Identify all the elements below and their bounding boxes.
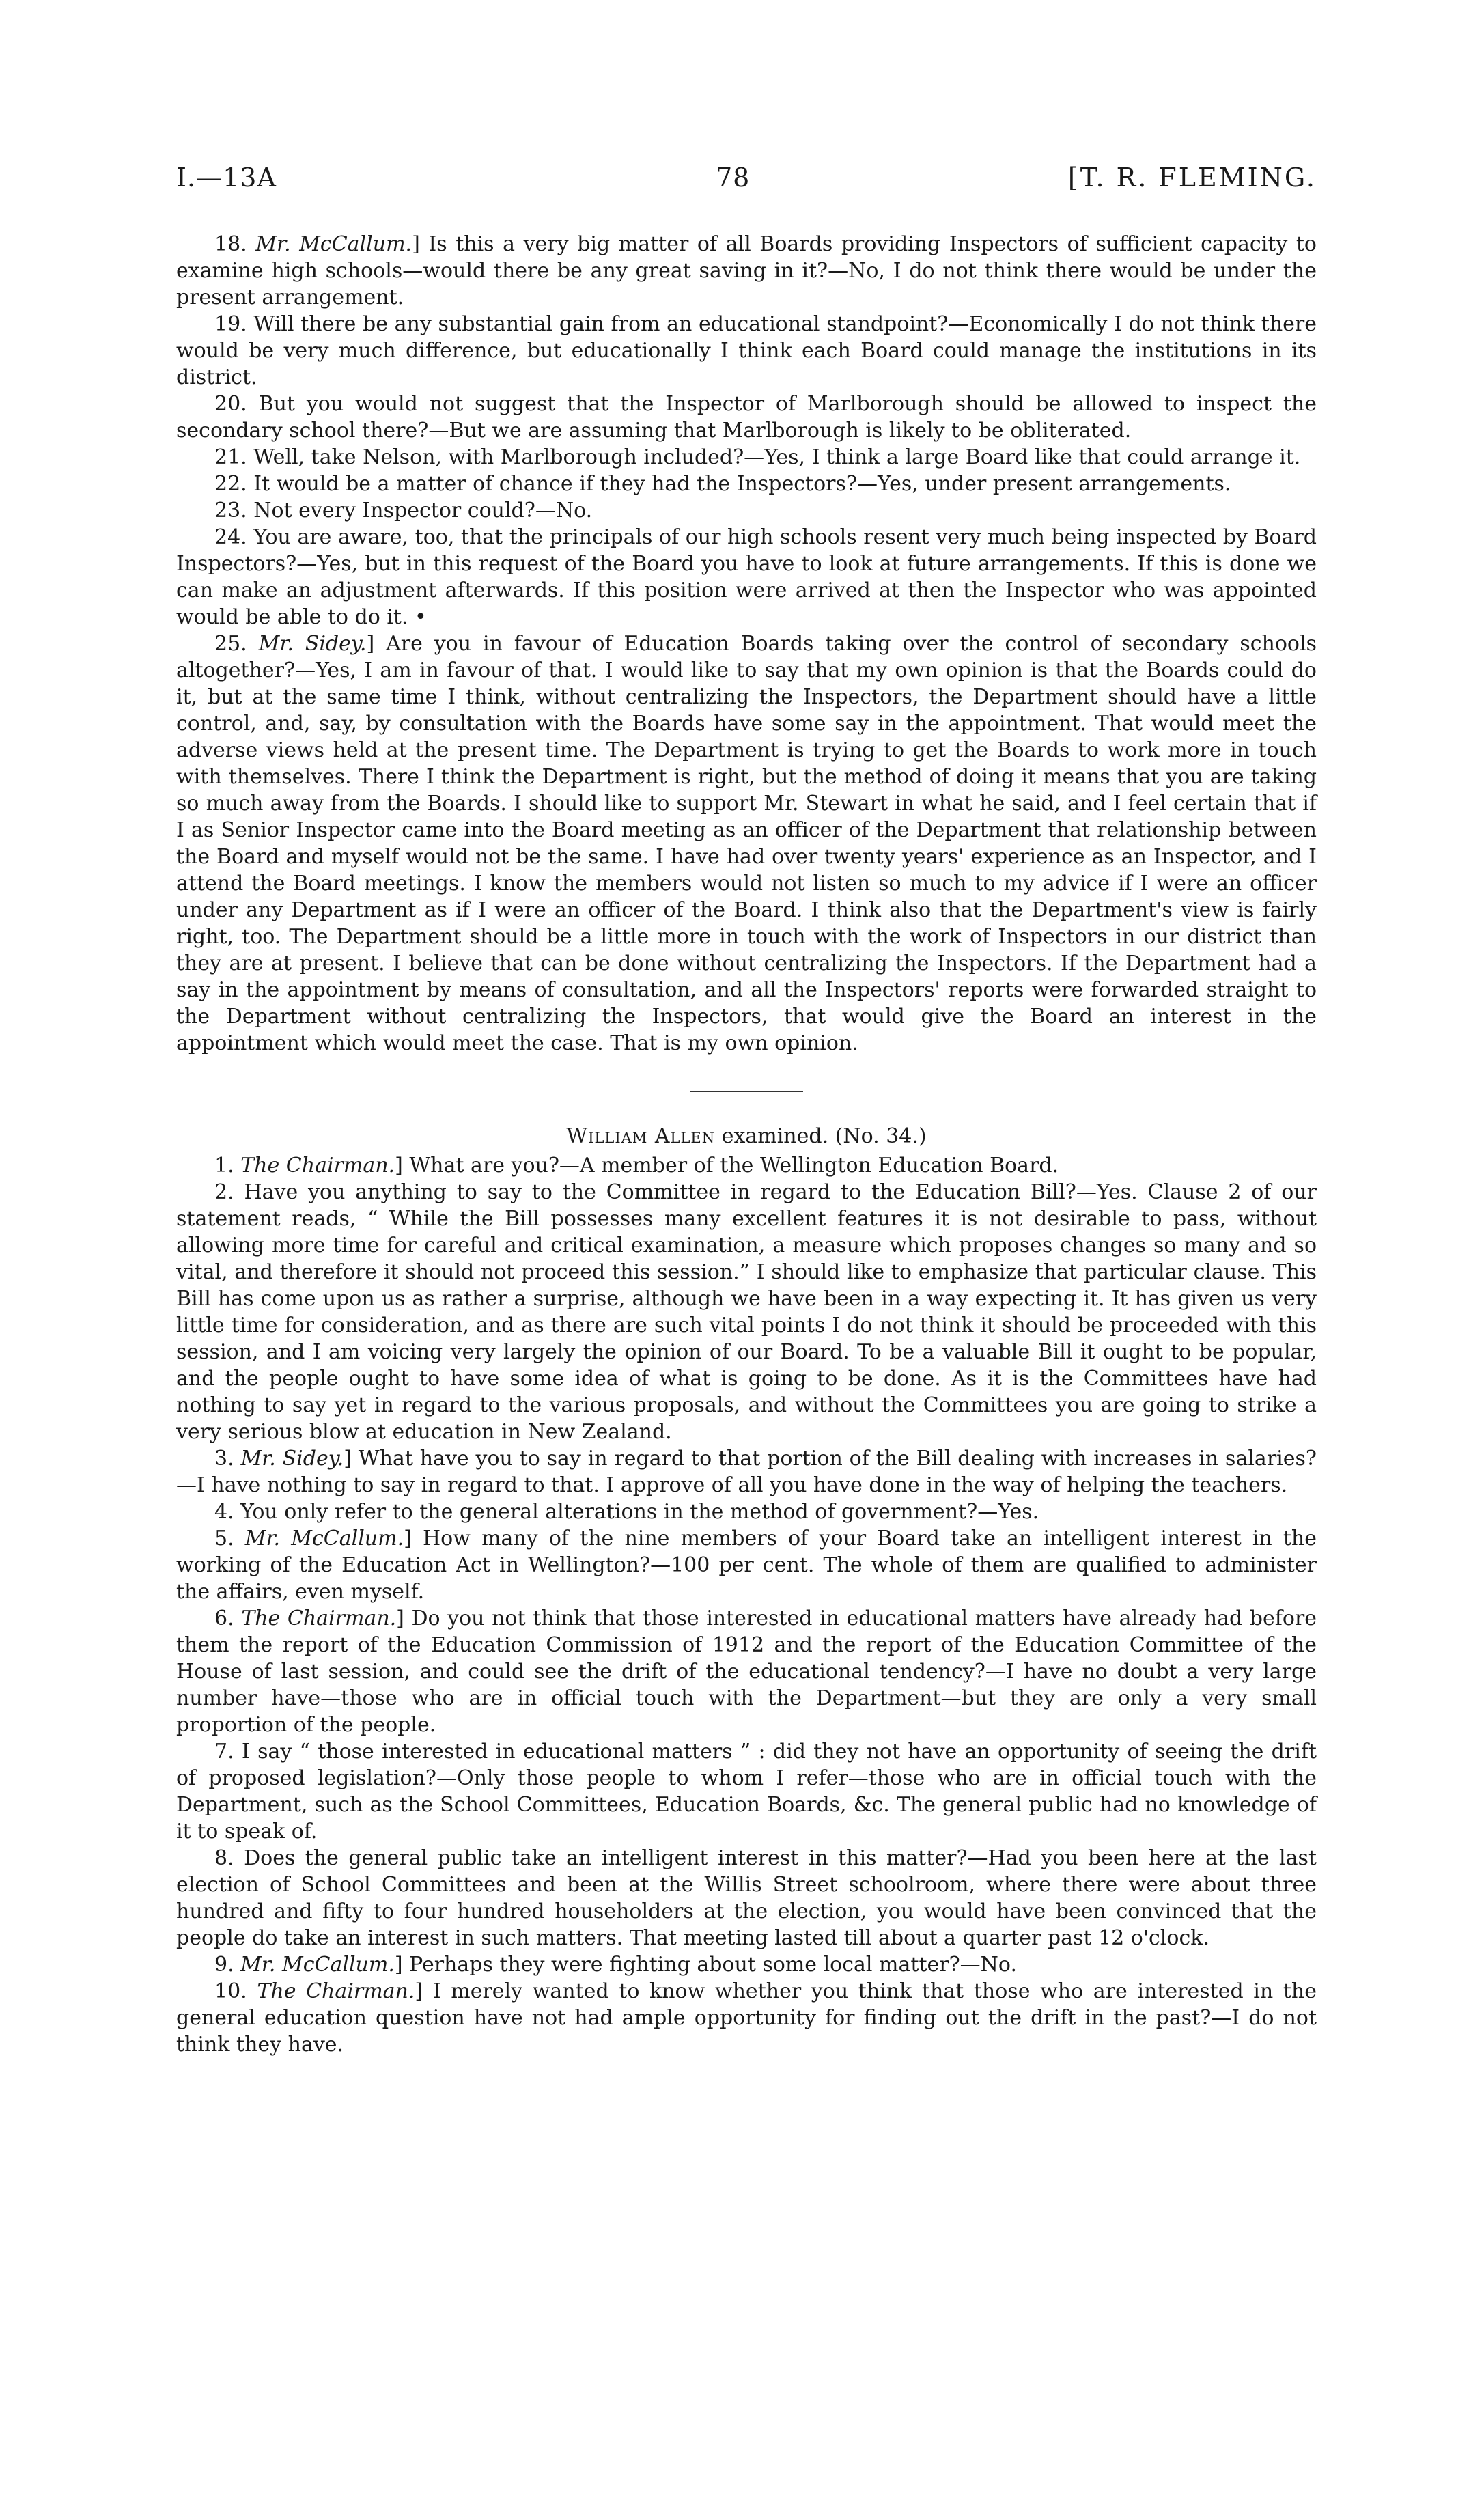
question-answer-entry: 3. Mr. Sidey.] What have you to say in regard to that portion of the Bill dealing with increases in salaries?—I have nothing to say in regard to that. I approve of all you have done in the way of helping the teachers. — [176, 1447, 1317, 1497]
question-number: 20. — [214, 392, 247, 416]
question-number: 25. — [214, 632, 247, 656]
question-number: 6. — [214, 1606, 234, 1630]
question-text: Does the general public take an intelligent interest in this matter?—Had you been here at the last election of School Committees and been at the Willis Street schoolroom, where there were about three hundred and fifty to four hundred householders at the election, you would have been convinced that the people do take an interest in such matters. That meeting lasted till about a quarter past 12 o'clock. — [176, 1846, 1317, 1950]
question-text: Have you anything to say to the Committee in regard to the Education Bill?—Yes. Clause 2 of our statement reads, “ While the Bill possesses many excellent features it is not desirable to pass, without allowing more time for careful and critical examination, a measure which proposes changes so many and so vital, and therefore it should not proceed this session.” I should like to emphasize that particular clause. This Bill has come upon us as rather a surprise, although we have been in a way expecting it. It has given us very little time for consideration, and as there are such vital points I do not think it should be proceeded with this session, and I am voicing very largely the opinion of our Board. To be a valuable Bill it ought to be popular, and the people ought to have some idea of what is going to be done. As it is the Committees have had nothing to say yet in regard to the various proposals, and without the Committees you are going to strike a very serious blow at education in New Zealand. — [176, 1180, 1317, 1444]
speaker-name: Mr. McCallum. — [244, 1527, 404, 1550]
question-number: 21. — [214, 445, 247, 469]
question-number: 10. — [214, 1979, 247, 2003]
question-answer-entry — [176, 1845, 1317, 1951]
question-number: 2. — [214, 1180, 234, 1204]
question-answer-entry: 18. Mr. McCallum.] Is this a very big matter of all Boards providing Inspectors of sufficient capacity to examine high schools—would there be any great saving in it?—No, I do not think there would be under the present arrangement. — [176, 232, 1317, 309]
question-text: Are you in favour of Education Boards taking over the control of secondary schools altogether?—Yes, I am in favour of that. I would like to say that my own opinion is that the Boards could do it, but at the same time I think, without centralizing the Inspectors, the Department should have a little control, and, say, by consultation with the Boards have some say in the appointment. That would meet the adverse views held at the present time. The Department is trying to get the Boards to work more in touch with themselves. There I think the Department is right, but the method of doing it means that you are taking so much away from the Boards. I should like to support Mr. Stewart in what he said, and I feel certain that if I as Senior Inspector came into the Board meeting as an officer of the Department that relationship between the Board and myself would not be the same. I have had over twenty years' experience as an Inspector, and I attend the Board meetings. I know the members would not listen so much to my advice if I were an officer under any Department as if I were an officer of the Board. I think also that the Department's view is fairly right, too. The Department should be a little more in touch with the work of Inspectors in our district than they are at present. I believe that can be done without centralizing the Inspectors. If the Department had a say in the appointment by means of consultation, and all the Inspectors' reports were forwarded straight to the Department without centralizing the Inspectors, that would give the Board an interest in the appointment which would meet the case. That is my own opinion. — [176, 632, 1317, 1055]
question-number: 7. — [214, 1740, 234, 1764]
witness-heading — [176, 1123, 1317, 1150]
question-answer-entry — [176, 1499, 1317, 1525]
question-number: 3. — [214, 1447, 234, 1471]
question-answer-entry — [176, 1738, 1317, 1845]
question-number: 4. — [214, 1500, 234, 1524]
question-text: I merely wanted to know whether you think that those who are interested in the general education question have not had ample opportunity for finding out the drift in the past?—I do not think they have. — [176, 1979, 1317, 2057]
question-text: What are you?—A member of the Wellington Education Board. — [409, 1154, 1059, 1178]
question-answer-entry: 10. The Chairman.] I merely wanted to know whether you think that those who are interested in the general education question have not had ample opportunity for finding out the drift in the past?—I do not think they have. — [176, 1979, 1317, 2057]
witness-name: [T. R. FLEMING. — [1067, 163, 1317, 193]
speaker-name: Mr. McCallum. — [240, 1953, 395, 1977]
speaker-name: The Chairman. — [257, 1979, 415, 2003]
question-number: 24. — [214, 525, 247, 549]
question-answer-entry: 1. The Chairman.] What are you?—A member of the Wellington Education Board. — [214, 1154, 1059, 1178]
question-text: Is this a very big matter of all Boards providing Inspectors of sufficient capacity to examine high schools—would there be any great saving in it?—No, I do not think there would be under the present arrangement. — [176, 232, 1317, 309]
question-number: 19. — [214, 312, 247, 336]
question-answer-entry: 25. Mr. Sidey.] Are you in favour of Education Boards taking over the control of secondary schools altogether?—Yes, I am in favour of that. I would like to say that my own opinion is that the Boards could do it, but at the same time I think, without centralizing the Inspectors, the Department should have a little control, and, say, by consultation with the Boards have some say in the appointment. That would meet the adverse views held at the present time. The Department is trying to get the Boards to work more in touch with themselves. There I think the Department is right, but the method of doing it means that you are taking so much away from the Boards. I should like to support Mr. Stewart in what he said, and I feel certain that if I as Senior Inspector came into the Board meeting as an officer of the Department that relationship between the Board and myself would not be the same. I have had over twenty years' experience as an Inspector, and I attend the Board meetings. I know the members would not listen so much to my advice if I were an officer under any Department as if I were an officer of the Board. I think also that the Department's view is fairly right, too. The Department should be a little more in touch with the work of Inspectors in our district than they are at present. I believe that can be done without centralizing the Inspectors. If the Department had a say in the appointment by means of consultation, and all the Inspectors' reports were forwarded straight to the Department without centralizing the Inspectors, that would give the Board an interest in the appointment which would meet the case. That is my own opinion. — [176, 632, 1317, 1055]
question-answer-entry: 5. Mr. McCallum.] How many of the nine members of your Board take an intelligent interest in the working of the Education Act in Wellington?—100 per cent. The whole of them are qualified to administer the affairs, even myself. — [176, 1527, 1317, 1604]
speaker-name: The Chairman. — [240, 1154, 395, 1178]
question-text: Well, take Nelson, with Marlborough included?—Yes, I think a large Board like that could arrange it. — [253, 445, 1301, 469]
question-number: 23. — [214, 499, 247, 523]
body-text — [176, 231, 1317, 2058]
witness-heading-rest: examined. (No. 34.) — [721, 1124, 927, 1148]
speaker-name: Mr. Sidey. — [240, 1447, 344, 1471]
page-number: 78 — [716, 163, 751, 193]
question-answer-entry — [176, 391, 1317, 444]
question-answer-entry — [176, 444, 1317, 471]
paper-reference: I.—13A — [176, 163, 277, 193]
question-answer-entry: 9. Mr. McCallum.] Perhaps they were fighting about some local matter?—No. — [214, 1953, 1018, 1977]
witness-heading-name: William Allen — [566, 1124, 716, 1148]
question-number: 22. — [214, 472, 247, 496]
question-number: 8. — [214, 1846, 234, 1870]
question-answer-entry — [176, 497, 1317, 524]
question-answer-entry — [176, 471, 1317, 497]
speaker-name: Mr. Sidey. — [258, 632, 367, 656]
question-text: Will there be any substantial gain from an educational standpoint?—Economically I do not think there would be very much difference, but educationally I think each Board could manage the institutions in its district. — [176, 312, 1317, 389]
question-text: Not every Inspector could?—No. — [253, 499, 593, 523]
question-number: 1. — [214, 1154, 234, 1178]
question-text: Perhaps they were fighting about some local matter?—No. — [409, 1953, 1018, 1977]
question-text: You are aware, too, that the principals of our high schools resent very much being inspected by Board Inspectors?—Yes, but in this request of the Board you have to look at future arrangements. If this is done we can make an adjustment afterwards. If this position were arrived at then the Inspector who was appointed would be able to do it. • — [176, 525, 1317, 629]
question-answer-entry: 6. The Chairman.] Do you not think that those interested in educational matters have already had before them the report of the Education Commission of 1912 and the report of the Education Committee of the House of last session, and could see the drift of the educational tendency?—I have no doubt a very large number have—those who are in official touch with the Department—but they are only a very small proportion of the people. — [176, 1606, 1317, 1737]
question-text: It would be a matter of chance if they had the Inspectors?—Yes, under present arrangements. — [253, 472, 1231, 496]
question-text: Do you not think that those interested in educational matters have already had before them the report of the Education Commission of 1912 and the report of the Education Committee of the House of last session, and could see the drift of the educational tendency?—I have no doubt a very large number have—those who are in official touch with the Department—but they are only a very small proportion of the people. — [176, 1606, 1317, 1737]
page-header — [176, 163, 1317, 204]
question-text: What have you to say in regard to that portion of the Bill dealing with increases in salaries?—I have nothing to say in regard to that. I approve of all you have done in the way of helping the teachers. — [176, 1447, 1317, 1497]
evidence-section-fleming — [176, 231, 1317, 1057]
question-answer-entry — [176, 311, 1317, 391]
evidence-section-allen — [176, 1152, 1317, 2058]
question-number: 5. — [214, 1527, 234, 1550]
question-text: How many of the nine members of your Board take an intelligent interest in the working of the Education Act in Wellington?—100 per cent. The whole of them are qualified to administer the affairs, even myself. — [176, 1527, 1317, 1604]
section-divider — [690, 1091, 803, 1092]
question-text: You only refer to the general alterations in the method of government?—Yes. — [240, 1500, 1039, 1524]
question-answer-entry — [176, 524, 1317, 630]
question-text: I say “ those interested in educational matters ” : did they not have an opportunity of seeing the drift of proposed legislation?—Only those people to whom I refer—those who are in official touch with the Department, such as the School Committees, Education Boards, &c. The general public had no knowledge of it to speak of. — [176, 1740, 1317, 1843]
question-text: But you would not suggest that the Inspector of Marlborough should be allowed to inspect the secondary school there?—But we are assuming that Marlborough is likely to be obliterated. — [176, 392, 1317, 443]
speaker-name: The Chairman. — [241, 1606, 397, 1630]
question-number: 9. — [214, 1953, 234, 1977]
question-number: 18. — [214, 232, 247, 256]
question-answer-entry — [176, 1179, 1317, 1445]
speaker-name: Mr. McCallum. — [255, 232, 412, 256]
